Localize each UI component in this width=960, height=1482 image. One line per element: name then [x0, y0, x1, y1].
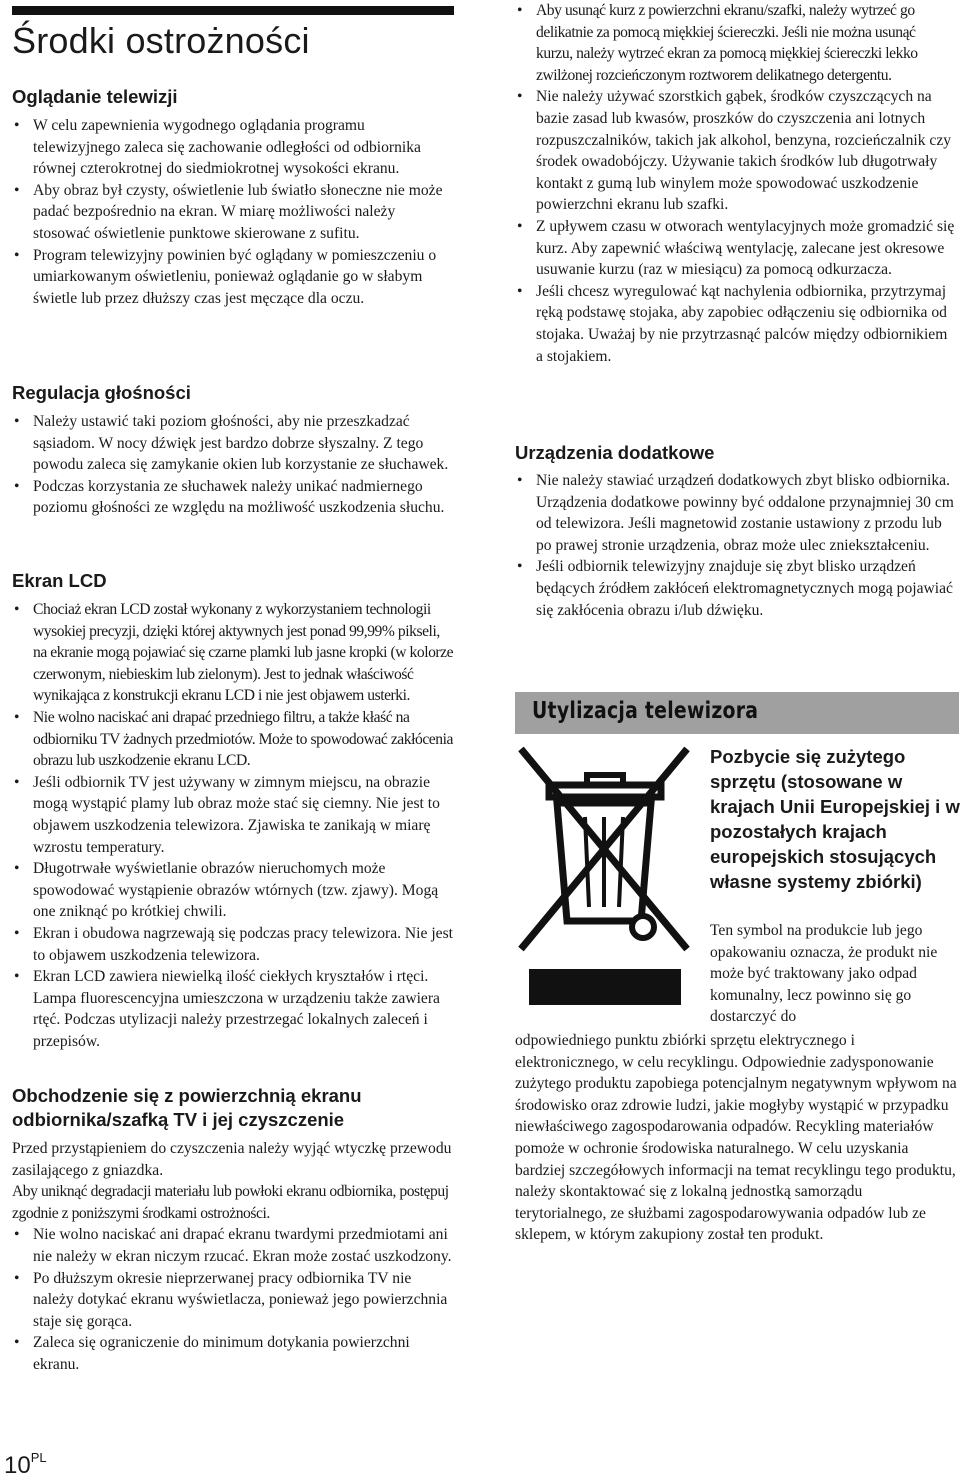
section-heading: Urządzenia dodatkowe — [515, 442, 715, 463]
page-language: PL — [30, 1450, 47, 1465]
list-item: • Aby obraz był czysty, oświetlenie lub światło słoneczne nie może padać bezpośrednio na ekran. W miarę możliwości należy stosować oświetlenie punktowe skierowane z sufitu. — [12, 180, 454, 245]
disposal-intro-paragraph: Ten symbol na produkcie lub jego opakowaniu oznacza, że produkt nie może być traktowany jako odpad komunalny, lecz powinno się go dostarczyć do — [710, 922, 938, 1026]
section-heading: Ekran LCD — [12, 570, 107, 591]
list-item: • Nie wolno naciskać ani drapać przedniego filtru, a także kłaść na odbiorniku TV żadnych przedmiotów. Może to spowodować zakłócenia obrazu lub uszkodzenie ekranu LCD. — [12, 707, 454, 772]
list-item: • Długotrwałe wyświetlanie obrazów nieruchomych może spowodować wystąpienie obrazów wtórnych (tzw. zjawy). Mogą one zniknąć po krótkiej chwili. — [12, 858, 454, 923]
screen-care-continued — [515, 0, 955, 367]
list-item: • W celu zapewnienia wygodnego oglądania programu telewizyjnego zaleca się zachowanie odległości od odbiornika równej czterokrotnej do siedmiokrotnej wysokości ekranu. — [12, 115, 454, 180]
list-item: • Jeśli odbiornik telewizyjny znajduje się zbyt blisko urządzeń będących źródłem zakłóceń elektromagnetycznych mogą pojawiać się zakłócenia obrazu i/lub dźwięku. — [515, 556, 955, 621]
crossed-out-wheelie-bin-icon — [515, 745, 693, 1009]
section-watching — [12, 85, 454, 309]
list-item: • Nie należy stawiać urządzeń dodatkowych zbyt blisko odbiornika. Urządzenia dodatkowe powinny być oddalone przynajmniej 30 cm od telewizora. Jeśli magnetowid zostanie ustawiony z przodu lub po prawej stronie urządzenia, obraz może ulec zniekształceniu. — [515, 470, 955, 556]
list-item: • Należy ustawić taki poziom głośności, aby nie przeszkadzać sąsiadom. W nocy dźwięk jest bardzo dobrze słyszalny. Z tego powodu zaleca się zamykanie okien lub korzystanie ze słuchawek. — [12, 411, 454, 476]
title-bar-rule — [12, 6, 454, 15]
volume-list — [12, 411, 454, 519]
watching-list — [12, 115, 454, 309]
screen-care-list — [12, 1224, 454, 1375]
list-item: • Chociaż ekran LCD został wykonany z wykorzystaniem technologii wysokiej precyzji, dzięki której aktywnych jest ponad 99,99% pikseli, na ekranie mogą pojawiać się czarne plamki lub jasne kropki (w kolorze czerwonym, niebieskim lub zielonym). Jest to jednak właściwość wynikająca z konstrukcji ekranu LCD i nie jest objawem usterki. — [12, 599, 454, 707]
disposal-paragraph: odpowiedniego punktu zbiórki sprzętu elektrycznego i elektronicznego, w celu recyklingu. Odpowiednie zadysponowanie zużytego produktu zapobiega potencjalnym negatywnym wpływom na środowisko oraz zdrowie ludzi, jakie mogłyby wystąpić w przypadku niewłaściwego zagospodarowania odpadów. Recykling materiałów pomoże w ochronie środowiska naturalnego. W celu uzyskania bardziej szczegółowych informacji na temat recyklingu tego produktu, należy skontaktować się z lokalną jednostką samorządu terytorialnego, ze służbami zagospodarowywania odpadów lub ze sklepem, w którym zakupiony został ten produkt. — [515, 1032, 957, 1244]
paragraph: Aby uniknąć degradacji materiału lub powłoki ekranu odbiornika, postępuj zgodnie z poniższymi środkami ostrożności. — [12, 1183, 449, 1222]
list-item: • Aby usunąć kurz z powierzchni ekranu/szafki, należy wytrzeć go delikatnie za pomocą miękkiej ściereczki. Jeśli nie można usunąć kurzu, należy wytrzeć ekran za pomocą miękkiej ściereczki lekko zwilżonej rozcieńczonym roztworem delikatnego detergentu. — [515, 0, 955, 86]
list-item: • Po dłuższym okresie nieprzerwanej pracy odbiornika TV nie należy dotykać ekranu wyświetlacza, ponieważ jego powierzchnia staje się gorąca. — [12, 1268, 454, 1333]
disposal-heading: Pozbycie się zużytego sprzętu (stosowane w krajach Unii Europejskiej i w pozostałych krajach europejskich stosujących własne systemy zbiórki) — [710, 746, 960, 892]
paragraph: Przed przystąpieniem do czyszczenia należy wyjąć wtyczkę przewodu zasilającego z gniazdka. — [12, 1140, 452, 1179]
list-item: • Ekran i obudowa nagrzewają się podczas pracy telewizora. Nie jest to objawem uszkodzenia telewizora. — [12, 923, 454, 966]
page-number-value: 10 — [4, 1452, 31, 1479]
list-item: • Podczas korzystania ze słuchawek należy unikać nadmiernego poziomu głośności ze względu na możliwość uszkodzenia słuchu. — [12, 476, 454, 519]
section-heading: Oglądanie telewizji — [12, 86, 178, 107]
list-item: • Z upływem czasu w otworach wentylacyjnych może gromadzić się kurz. Aby zapewnić właściwą wentylację, zalecane jest okresowe usuwanie kurzu (raz w miesiącu) za pomocą odkurzacza. — [515, 216, 955, 281]
page-title: Środki ostrożności — [12, 20, 310, 61]
section-screen-care — [12, 1084, 454, 1376]
section-volume — [12, 381, 454, 519]
list-item: • Ekran LCD zawiera niewielką ilość ciekłych kryształów i rtęci. Lampa fluorescencyjna umieszczona w urządzeniu także zawiera rtęć. Podczas utylizacji należy przestrzegać lokalnych zaleceń i przepisów. — [12, 966, 454, 1052]
list-item: • Nie należy używać szorstkich gąbek, środków czyszczących na bazie zasad lub kwasów, proszków do czyszczenia ani lotnych rozpuszczalników, takich jak alkohol, benzyna, rozcieńczalnik czy środek owadobójczy. Używanie takich środków lub długotrwały kontakt z gumą lub winylem może spowodować uszkodzenie powierzchni ekranu lub szafki. — [515, 86, 955, 216]
lcd-list — [12, 599, 454, 1052]
accessories-list — [515, 470, 955, 621]
screen-care-list-continued — [515, 0, 955, 367]
section-heading-line: odbiornika/szafką TV i jej czyszczenie — [12, 1109, 345, 1130]
list-item: • Jeśli chcesz wyregulować kąt nachylenia odbiornika, przytrzymaj ręką podstawę stojaka, aby zapobiec odłączeniu się odbiornika od stojaka. Uważaj by nie przytrzasnąć palców między odbiornikiem a stojakiem. — [515, 281, 955, 367]
section-lcd — [12, 569, 454, 1052]
section-accessories — [515, 441, 955, 621]
page-number — [4, 1452, 47, 1480]
list-item: • Nie wolno naciskać ani drapać ekranu twardymi przedmiotami ani nie należy w ekran niczym rzucać. Ekran może zostać uszkodzony. — [12, 1224, 454, 1267]
disposal-banner-title: Utylizacja telewizora — [532, 698, 759, 724]
section-heading: Regulacja głośności — [12, 382, 191, 403]
section-heading-line: Obchodzenie się z powierzchnią ekranu — [12, 1085, 362, 1106]
list-item: • Jeśli odbiornik TV jest używany w zimnym miejscu, na obrazie mogą wystąpić plamy lub obraz może stać się ciemny. Nie jest to objawem uszkodzenia telewizora. Zjawiska te zanikają w miarę wzrostu temperatury. — [12, 772, 454, 858]
list-item: • Program telewizyjny powinien być oglądany w pomieszczeniu o umiarkowanym oświetleniu, ponieważ oglądanie go w słabym świetle lub przez dłuższy czas jest męczące dla oczu. — [12, 245, 454, 310]
list-item: • Zaleca się ograniczenie do minimum dotykania powierzchni ekranu. — [12, 1332, 454, 1375]
